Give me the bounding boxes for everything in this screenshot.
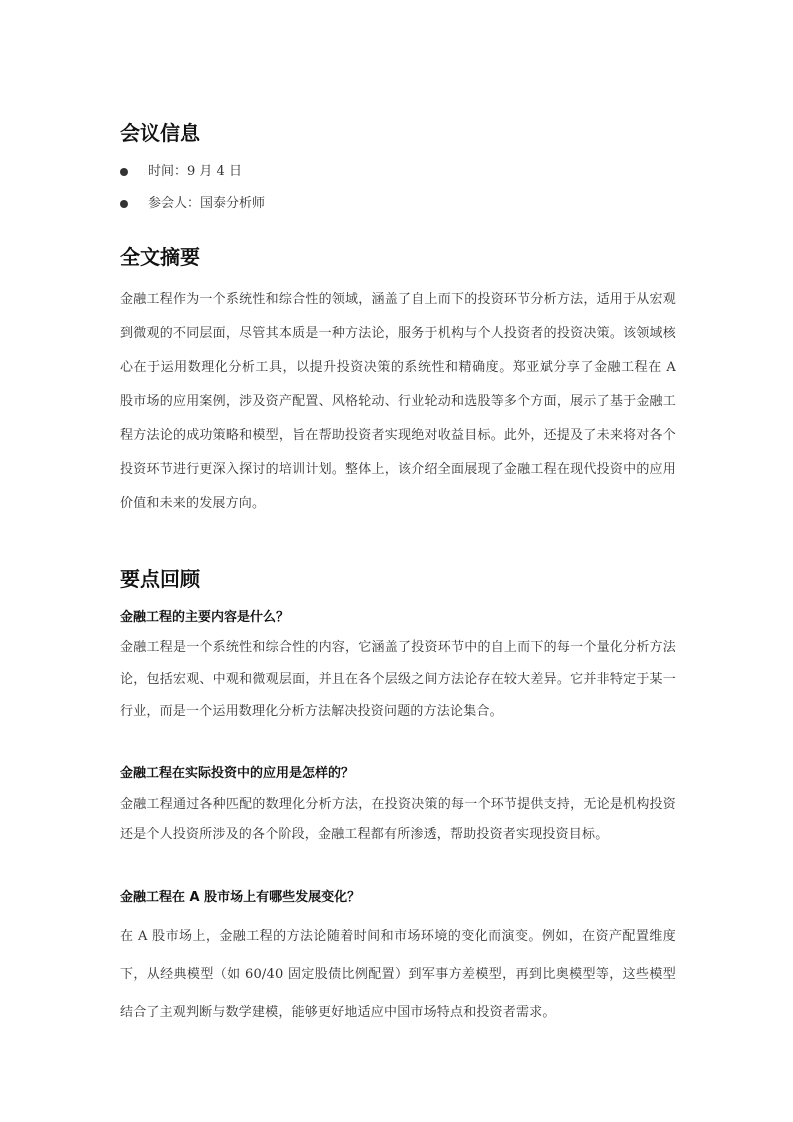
bullet-icon xyxy=(120,200,128,208)
answer-1: 金融工程是一个系统性和综合性的内容，它涵盖了投资环节中的自上而下的每一个量化分析方法论，包括宏观、中观和微观层面，并且在各个层级之间方法论存在较大差异。它并非特定于某一行业，而是一个运用数理化分析方法解决投资问题的方法论集合。 xyxy=(120,640,676,719)
answer-3: 在 A 股市场上，金融工程的方法论随着时间和市场环境的变化而演变。例如，在资产配置维度下，从经典模型（如 60/40 固定股债比例配置）到军事方差模型，再到比奥模型等，这些模型结合了主观判断与数学建模，能够更好地适应中国市场特点和投资者需求。 xyxy=(120,929,676,1020)
meeting-info-heading: 会议信息 xyxy=(120,121,200,145)
summary-heading: 全文摘要 xyxy=(120,245,200,269)
key-points-heading: 要点回顾 xyxy=(120,567,200,591)
meeting-time: 时间：9 月 4 日 xyxy=(148,164,242,179)
answer-2: 金融工程通过各种匹配的数理化分析方法，在投资决策的每一个环节提供支持，无论是机构投资还是个人投资所涉及的各个阶段，金融工程都有所渗透，帮助投资者实现投资目标。 xyxy=(120,797,676,842)
summary-paragraph: 金融工程作为一个系统性和综合性的领域，涵盖了自上而下的投资环节分析方法，适用于从宏观到微观的不同层面，尽管其本质是一种方法论，服务于机构与个人投资者的投资决策。该领域核心在于运用数理化分析工具，以提升投资决策的系统性和精确度。郑亚斌分享了金融工程在 A 股市场的应用案例，涉及资产配置、风格轮动、行业轮动和选股等多个方面，展示了基于金融工程方法论的成功策略和模型，旨在帮助投资者实现绝对收益目标。此外，还提及了未来将对各个投资环节进行更深入探讨的培训计划。整体上，该介绍全面展现了金融工程在现代投资中的应用价值和未来的发展方向。 xyxy=(120,292,676,511)
question-1: 金融工程的主要内容是什么？ xyxy=(120,610,290,625)
meeting-attendees: 参会人：国泰分析师 xyxy=(148,196,266,211)
bullet-icon xyxy=(120,168,128,176)
question-3: 金融工程在 A 股市场上有哪些发展变化？ xyxy=(120,890,361,905)
question-2: 金融工程在实际投资中的应用是怎样的？ xyxy=(120,766,355,781)
